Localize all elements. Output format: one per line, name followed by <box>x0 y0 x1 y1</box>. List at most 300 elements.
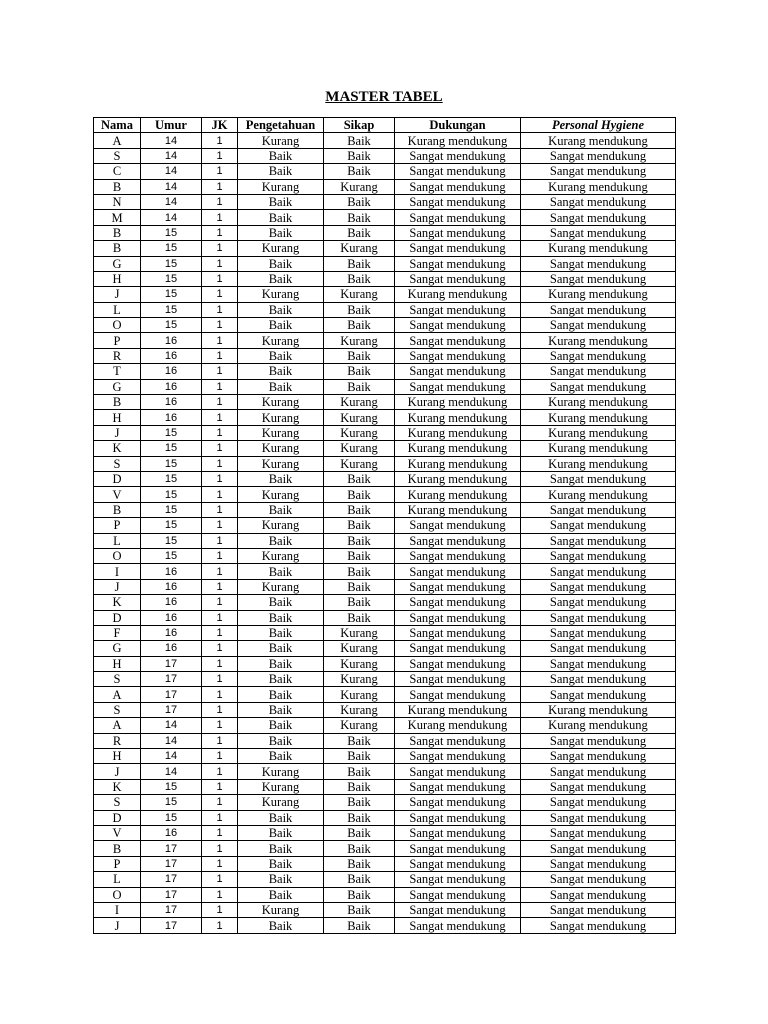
cell-pengetahuan: Baik <box>238 625 324 640</box>
cell-sikap: Baik <box>324 810 395 825</box>
table-row <box>94 795 676 810</box>
cell-personal-hygiene: Sangat mendukung <box>521 672 676 687</box>
cell-umur: 16 <box>141 825 202 840</box>
cell-jk: 1 <box>202 441 238 456</box>
cell-nama: A <box>94 133 141 148</box>
column-header-umur: Umur <box>141 118 202 133</box>
cell-jk: 1 <box>202 302 238 317</box>
table-row <box>94 610 676 625</box>
cell-personal-hygiene: Sangat mendukung <box>521 625 676 640</box>
cell-umur: 17 <box>141 856 202 871</box>
cell-jk: 1 <box>202 348 238 363</box>
cell-nama: I <box>94 902 141 917</box>
cell-dukungan: Sangat mendukung <box>395 241 521 256</box>
cell-jk: 1 <box>202 641 238 656</box>
table-row <box>94 348 676 363</box>
cell-umur: 15 <box>141 779 202 794</box>
cell-sikap: Baik <box>324 148 395 163</box>
cell-umur: 17 <box>141 887 202 902</box>
cell-nama: H <box>94 410 141 425</box>
cell-jk: 1 <box>202 579 238 594</box>
cell-sikap: Baik <box>324 918 395 933</box>
cell-jk: 1 <box>202 656 238 671</box>
table-row <box>94 133 676 148</box>
cell-umur: 14 <box>141 148 202 163</box>
cell-pengetahuan: Kurang <box>238 395 324 410</box>
cell-pengetahuan: Kurang <box>238 456 324 471</box>
cell-personal-hygiene: Sangat mendukung <box>521 164 676 179</box>
cell-pengetahuan: Baik <box>238 210 324 225</box>
table-row <box>94 702 676 717</box>
cell-personal-hygiene: Sangat mendukung <box>521 733 676 748</box>
cell-pengetahuan: Baik <box>238 225 324 240</box>
cell-dukungan: Sangat mendukung <box>395 610 521 625</box>
cell-nama: M <box>94 210 141 225</box>
cell-jk: 1 <box>202 779 238 794</box>
cell-nama: L <box>94 872 141 887</box>
cell-pengetahuan: Baik <box>238 918 324 933</box>
cell-pengetahuan: Kurang <box>238 548 324 563</box>
cell-pengetahuan: Baik <box>238 872 324 887</box>
cell-pengetahuan: Baik <box>238 733 324 748</box>
cell-sikap: Baik <box>324 779 395 794</box>
cell-personal-hygiene: Kurang mendukung <box>521 718 676 733</box>
table-row <box>94 902 676 917</box>
cell-pengetahuan: Kurang <box>238 441 324 456</box>
cell-personal-hygiene: Kurang mendukung <box>521 287 676 302</box>
cell-jk: 1 <box>202 749 238 764</box>
master-table <box>93 117 676 934</box>
cell-jk: 1 <box>202 210 238 225</box>
cell-jk: 1 <box>202 672 238 687</box>
cell-nama: F <box>94 625 141 640</box>
cell-jk: 1 <box>202 872 238 887</box>
cell-umur: 15 <box>141 287 202 302</box>
cell-sikap: Kurang <box>324 395 395 410</box>
cell-personal-hygiene: Sangat mendukung <box>521 687 676 702</box>
cell-umur: 15 <box>141 502 202 517</box>
cell-umur: 15 <box>141 487 202 502</box>
cell-sikap: Baik <box>324 379 395 394</box>
cell-umur: 14 <box>141 718 202 733</box>
cell-nama: S <box>94 148 141 163</box>
cell-personal-hygiene: Sangat mendukung <box>521 595 676 610</box>
cell-jk: 1 <box>202 471 238 486</box>
cell-pengetahuan: Kurang <box>238 487 324 502</box>
cell-nama: B <box>94 841 141 856</box>
table-row <box>94 148 676 163</box>
cell-personal-hygiene: Sangat mendukung <box>521 795 676 810</box>
cell-personal-hygiene: Sangat mendukung <box>521 502 676 517</box>
cell-jk: 1 <box>202 271 238 286</box>
cell-pengetahuan: Baik <box>238 164 324 179</box>
cell-umur: 15 <box>141 225 202 240</box>
cell-jk: 1 <box>202 194 238 209</box>
cell-umur: 15 <box>141 548 202 563</box>
cell-jk: 1 <box>202 856 238 871</box>
cell-personal-hygiene: Sangat mendukung <box>521 518 676 533</box>
cell-sikap: Kurang <box>324 687 395 702</box>
table-row <box>94 487 676 502</box>
cell-jk: 1 <box>202 287 238 302</box>
cell-dukungan: Sangat mendukung <box>395 795 521 810</box>
cell-sikap: Baik <box>324 302 395 317</box>
table-row <box>94 656 676 671</box>
table-row <box>94 764 676 779</box>
cell-nama: G <box>94 379 141 394</box>
cell-nama: N <box>94 194 141 209</box>
cell-nama: B <box>94 225 141 240</box>
table-row <box>94 687 676 702</box>
table-row <box>94 225 676 240</box>
cell-sikap: Baik <box>324 749 395 764</box>
cell-umur: 16 <box>141 564 202 579</box>
cell-personal-hygiene: Sangat mendukung <box>521 764 676 779</box>
cell-sikap: Baik <box>324 502 395 517</box>
cell-personal-hygiene: Sangat mendukung <box>521 887 676 902</box>
cell-pengetahuan: Kurang <box>238 241 324 256</box>
cell-jk: 1 <box>202 456 238 471</box>
cell-dukungan: Sangat mendukung <box>395 595 521 610</box>
cell-jk: 1 <box>202 902 238 917</box>
cell-sikap: Kurang <box>324 241 395 256</box>
cell-dukungan: Sangat mendukung <box>395 364 521 379</box>
page-title: MASTER TABEL <box>325 89 443 105</box>
cell-dukungan: Kurang mendukung <box>395 456 521 471</box>
cell-nama: J <box>94 287 141 302</box>
cell-nama: V <box>94 487 141 502</box>
cell-personal-hygiene: Sangat mendukung <box>521 379 676 394</box>
cell-nama: O <box>94 887 141 902</box>
cell-dukungan: Sangat mendukung <box>395 518 521 533</box>
cell-sikap: Baik <box>324 825 395 840</box>
cell-umur: 15 <box>141 456 202 471</box>
table-row <box>94 672 676 687</box>
cell-sikap: Baik <box>324 733 395 748</box>
cell-nama: J <box>94 425 141 440</box>
cell-umur: 15 <box>141 518 202 533</box>
table-row <box>94 425 676 440</box>
cell-dukungan: Sangat mendukung <box>395 179 521 194</box>
cell-personal-hygiene: Sangat mendukung <box>521 872 676 887</box>
cell-personal-hygiene: Sangat mendukung <box>521 825 676 840</box>
table-row <box>94 364 676 379</box>
cell-personal-hygiene: Sangat mendukung <box>521 271 676 286</box>
column-header-pengetahuan: Pengetahuan <box>238 118 324 133</box>
cell-umur: 16 <box>141 410 202 425</box>
cell-umur: 14 <box>141 733 202 748</box>
cell-jk: 1 <box>202 241 238 256</box>
cell-personal-hygiene: Kurang mendukung <box>521 702 676 717</box>
table-row <box>94 318 676 333</box>
cell-jk: 1 <box>202 225 238 240</box>
cell-umur: 14 <box>141 210 202 225</box>
cell-umur: 16 <box>141 625 202 640</box>
cell-nama: A <box>94 687 141 702</box>
cell-personal-hygiene: Sangat mendukung <box>521 641 676 656</box>
cell-dukungan: Sangat mendukung <box>395 256 521 271</box>
cell-jk: 1 <box>202 825 238 840</box>
cell-sikap: Baik <box>324 164 395 179</box>
cell-dukungan: Sangat mendukung <box>395 564 521 579</box>
table-row <box>94 641 676 656</box>
cell-pengetahuan: Baik <box>238 595 324 610</box>
cell-pengetahuan: Kurang <box>238 764 324 779</box>
cell-dukungan: Sangat mendukung <box>395 318 521 333</box>
cell-jk: 1 <box>202 795 238 810</box>
cell-personal-hygiene: Kurang mendukung <box>521 395 676 410</box>
cell-dukungan: Sangat mendukung <box>395 779 521 794</box>
cell-nama: D <box>94 610 141 625</box>
cell-personal-hygiene: Kurang mendukung <box>521 425 676 440</box>
table-row <box>94 718 676 733</box>
cell-pengetahuan: Baik <box>238 610 324 625</box>
column-header-dukungan: Dukungan <box>395 118 521 133</box>
cell-sikap: Baik <box>324 225 395 240</box>
cell-pengetahuan: Kurang <box>238 795 324 810</box>
table-row <box>94 471 676 486</box>
cell-personal-hygiene: Kurang mendukung <box>521 133 676 148</box>
cell-personal-hygiene: Sangat mendukung <box>521 348 676 363</box>
cell-sikap: Kurang <box>324 456 395 471</box>
table-row <box>94 410 676 425</box>
cell-nama: S <box>94 795 141 810</box>
cell-dukungan: Kurang mendukung <box>395 441 521 456</box>
cell-nama: R <box>94 348 141 363</box>
cell-jk: 1 <box>202 487 238 502</box>
cell-umur: 16 <box>141 379 202 394</box>
cell-sikap: Baik <box>324 133 395 148</box>
cell-sikap: Baik <box>324 364 395 379</box>
cell-jk: 1 <box>202 595 238 610</box>
cell-sikap: Baik <box>324 487 395 502</box>
cell-jk: 1 <box>202 564 238 579</box>
table-row <box>94 502 676 517</box>
cell-jk: 1 <box>202 610 238 625</box>
cell-umur: 14 <box>141 179 202 194</box>
cell-dukungan: Sangat mendukung <box>395 810 521 825</box>
cell-umur: 17 <box>141 872 202 887</box>
table-header <box>94 118 676 133</box>
cell-personal-hygiene: Kurang mendukung <box>521 410 676 425</box>
cell-sikap: Baik <box>324 518 395 533</box>
cell-pengetahuan: Kurang <box>238 287 324 302</box>
cell-dukungan: Sangat mendukung <box>395 625 521 640</box>
cell-dukungan: Sangat mendukung <box>395 533 521 548</box>
cell-umur: 15 <box>141 471 202 486</box>
cell-nama: B <box>94 241 141 256</box>
cell-personal-hygiene: Sangat mendukung <box>521 256 676 271</box>
cell-personal-hygiene: Sangat mendukung <box>521 564 676 579</box>
cell-sikap: Baik <box>324 256 395 271</box>
cell-sikap: Baik <box>324 564 395 579</box>
cell-umur: 15 <box>141 533 202 548</box>
cell-sikap: Baik <box>324 471 395 486</box>
cell-personal-hygiene: Sangat mendukung <box>521 841 676 856</box>
cell-jk: 1 <box>202 733 238 748</box>
table-row <box>94 749 676 764</box>
cell-pengetahuan: Baik <box>238 825 324 840</box>
cell-umur: 15 <box>141 425 202 440</box>
column-header-sikap: Sikap <box>324 118 395 133</box>
cell-dukungan: Sangat mendukung <box>395 918 521 933</box>
table-row <box>94 625 676 640</box>
cell-jk: 1 <box>202 918 238 933</box>
cell-personal-hygiene: Sangat mendukung <box>521 471 676 486</box>
cell-umur: 15 <box>141 271 202 286</box>
cell-umur: 14 <box>141 164 202 179</box>
cell-pengetahuan: Baik <box>238 533 324 548</box>
cell-sikap: Kurang <box>324 718 395 733</box>
cell-sikap: Kurang <box>324 641 395 656</box>
cell-pengetahuan: Baik <box>238 364 324 379</box>
cell-sikap: Baik <box>324 318 395 333</box>
cell-personal-hygiene: Sangat mendukung <box>521 779 676 794</box>
cell-umur: 15 <box>141 318 202 333</box>
cell-dukungan: Kurang mendukung <box>395 471 521 486</box>
cell-personal-hygiene: Sangat mendukung <box>521 810 676 825</box>
cell-personal-hygiene: Sangat mendukung <box>521 318 676 333</box>
cell-sikap: Kurang <box>324 441 395 456</box>
cell-jk: 1 <box>202 379 238 394</box>
cell-dukungan: Kurang mendukung <box>395 718 521 733</box>
cell-nama: S <box>94 672 141 687</box>
table-row <box>94 210 676 225</box>
cell-nama: S <box>94 456 141 471</box>
table-row <box>94 194 676 209</box>
table-row <box>94 595 676 610</box>
cell-personal-hygiene: Sangat mendukung <box>521 902 676 917</box>
table-row <box>94 395 676 410</box>
cell-personal-hygiene: Sangat mendukung <box>521 610 676 625</box>
cell-umur: 15 <box>141 241 202 256</box>
cell-sikap: Baik <box>324 764 395 779</box>
cell-sikap: Baik <box>324 533 395 548</box>
cell-pengetahuan: Kurang <box>238 518 324 533</box>
cell-umur: 17 <box>141 687 202 702</box>
cell-nama: A <box>94 718 141 733</box>
cell-personal-hygiene: Kurang mendukung <box>521 179 676 194</box>
cell-nama: J <box>94 579 141 594</box>
cell-umur: 17 <box>141 841 202 856</box>
cell-jk: 1 <box>202 164 238 179</box>
cell-sikap: Baik <box>324 595 395 610</box>
cell-dukungan: Sangat mendukung <box>395 164 521 179</box>
cell-nama: P <box>94 856 141 871</box>
cell-pengetahuan: Baik <box>238 641 324 656</box>
cell-dukungan: Kurang mendukung <box>395 133 521 148</box>
cell-jk: 1 <box>202 810 238 825</box>
cell-dukungan: Sangat mendukung <box>395 749 521 764</box>
cell-sikap: Baik <box>324 271 395 286</box>
cell-nama: B <box>94 502 141 517</box>
cell-jk: 1 <box>202 410 238 425</box>
cell-jk: 1 <box>202 502 238 517</box>
table-row <box>94 810 676 825</box>
cell-nama: H <box>94 656 141 671</box>
cell-pengetahuan: Baik <box>238 564 324 579</box>
table-row <box>94 825 676 840</box>
cell-umur: 14 <box>141 194 202 209</box>
cell-personal-hygiene: Sangat mendukung <box>521 210 676 225</box>
cell-umur: 17 <box>141 672 202 687</box>
cell-pengetahuan: Baik <box>238 271 324 286</box>
table-row <box>94 856 676 871</box>
cell-personal-hygiene: Sangat mendukung <box>521 533 676 548</box>
cell-nama: K <box>94 779 141 794</box>
table-row <box>94 579 676 594</box>
table-row <box>94 379 676 394</box>
cell-umur: 16 <box>141 348 202 363</box>
cell-pengetahuan: Baik <box>238 379 324 394</box>
table-row <box>94 441 676 456</box>
cell-umur: 17 <box>141 902 202 917</box>
cell-pengetahuan: Baik <box>238 672 324 687</box>
cell-sikap: Baik <box>324 841 395 856</box>
cell-pengetahuan: Baik <box>238 718 324 733</box>
cell-jk: 1 <box>202 718 238 733</box>
cell-dukungan: Kurang mendukung <box>395 425 521 440</box>
cell-personal-hygiene: Sangat mendukung <box>521 856 676 871</box>
cell-dukungan: Sangat mendukung <box>395 210 521 225</box>
cell-dukungan: Kurang mendukung <box>395 487 521 502</box>
cell-nama: P <box>94 518 141 533</box>
cell-pengetahuan: Baik <box>238 749 324 764</box>
cell-personal-hygiene: Sangat mendukung <box>521 918 676 933</box>
cell-umur: 15 <box>141 441 202 456</box>
cell-jk: 1 <box>202 148 238 163</box>
cell-umur: 14 <box>141 749 202 764</box>
cell-pengetahuan: Baik <box>238 256 324 271</box>
cell-nama: V <box>94 825 141 840</box>
cell-pengetahuan: Kurang <box>238 902 324 917</box>
cell-pengetahuan: Baik <box>238 856 324 871</box>
cell-jk: 1 <box>202 318 238 333</box>
table-row <box>94 179 676 194</box>
cell-umur: 17 <box>141 918 202 933</box>
cell-personal-hygiene: Kurang mendukung <box>521 333 676 348</box>
cell-jk: 1 <box>202 179 238 194</box>
cell-nama: K <box>94 441 141 456</box>
cell-pengetahuan: Baik <box>238 348 324 363</box>
cell-jk: 1 <box>202 395 238 410</box>
cell-dukungan: Sangat mendukung <box>395 333 521 348</box>
cell-dukungan: Sangat mendukung <box>395 672 521 687</box>
cell-pengetahuan: Baik <box>238 502 324 517</box>
cell-jk: 1 <box>202 687 238 702</box>
cell-pengetahuan: Baik <box>238 194 324 209</box>
cell-nama: D <box>94 471 141 486</box>
cell-nama: G <box>94 641 141 656</box>
table-row <box>94 518 676 533</box>
cell-dukungan: Sangat mendukung <box>395 856 521 871</box>
cell-umur: 14 <box>141 764 202 779</box>
cell-jk: 1 <box>202 548 238 563</box>
cell-dukungan: Sangat mendukung <box>395 841 521 856</box>
cell-umur: 16 <box>141 595 202 610</box>
cell-pengetahuan: Kurang <box>238 579 324 594</box>
cell-dukungan: Sangat mendukung <box>395 548 521 563</box>
cell-jk: 1 <box>202 533 238 548</box>
cell-nama: O <box>94 318 141 333</box>
cell-umur: 16 <box>141 610 202 625</box>
cell-umur: 15 <box>141 256 202 271</box>
table-row <box>94 256 676 271</box>
cell-pengetahuan: Baik <box>238 887 324 902</box>
cell-pengetahuan: Kurang <box>238 333 324 348</box>
cell-umur: 16 <box>141 395 202 410</box>
cell-nama: H <box>94 749 141 764</box>
